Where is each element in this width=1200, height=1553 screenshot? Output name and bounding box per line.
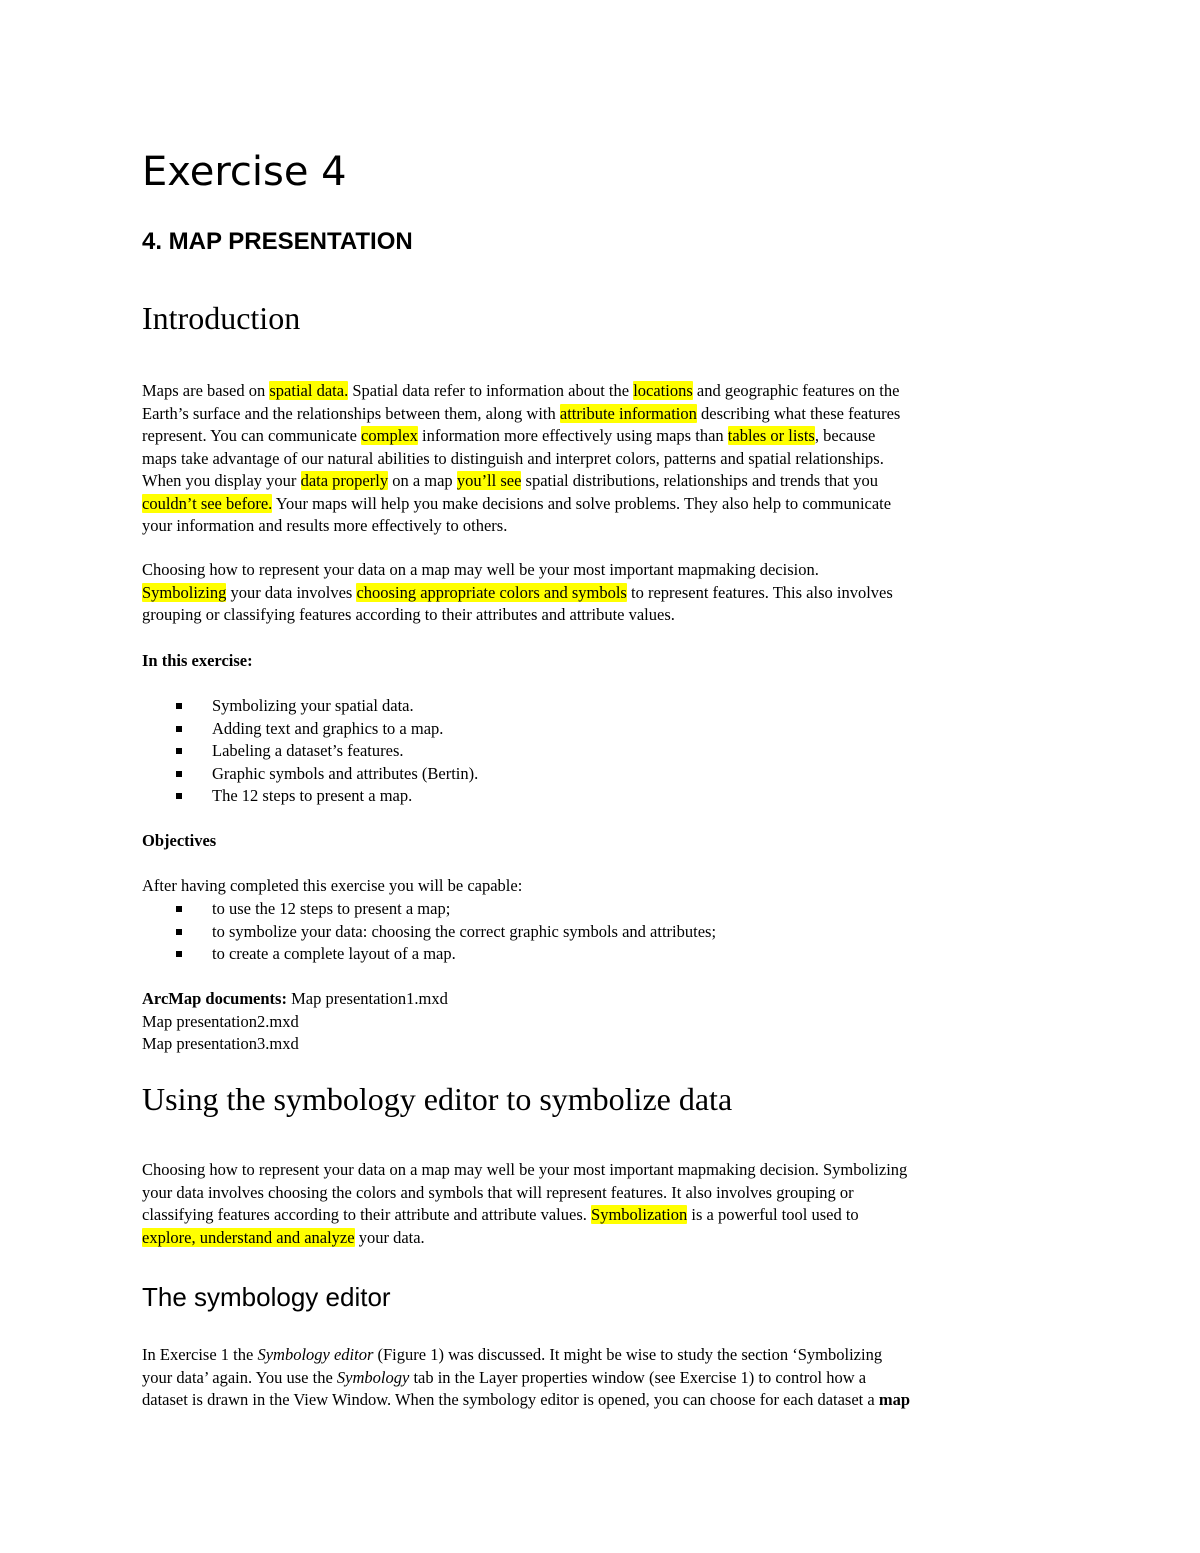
text-run: Earth’s surface and the relationships between them, along with — [142, 403, 560, 423]
text-run: spatial distributions, relationships and trends that you — [521, 471, 878, 490]
text-line — [142, 1204, 1062, 1227]
arcmap-document: Map presentation2.mxd — [142, 1011, 299, 1031]
text-run: , because — [814, 426, 876, 445]
symbology-paragraph-1 — [142, 1159, 1062, 1249]
text-run: information more effectively using maps than — [417, 426, 728, 445]
text-line — [142, 1159, 1062, 1182]
text-run: classifying features according to their attribute and attribute values. — [142, 1205, 592, 1224]
section-title: 4. MAP PRESENTATION — [142, 228, 413, 255]
list-item-text: Labeling a dataset’s features. — [212, 741, 404, 760]
intro-paragraph-2 — [142, 559, 1062, 627]
bullet-icon — [176, 793, 182, 799]
text-run: Choosing how to represent your data on a map may well be your most important mapmaking decision. — [142, 560, 819, 579]
arcmap-document: Map presentation1.mxd — [286, 989, 448, 1008]
list-item — [142, 763, 478, 786]
text-line — [142, 403, 1062, 426]
bullet-icon — [176, 703, 182, 709]
italic-text: Symbology editor — [257, 1345, 374, 1364]
text-line — [142, 1389, 1062, 1412]
document-title: Exercise 4 — [142, 149, 347, 195]
bullet-icon — [176, 771, 182, 777]
text-run: grouping or classifying features according to their attributes and attribute values. — [142, 605, 675, 624]
list-item-text: to create a complete layout of a map. — [212, 944, 456, 963]
introduction-heading: Introduction — [142, 300, 301, 336]
highlighted-text: complex — [361, 426, 418, 445]
list-item — [142, 695, 478, 718]
text-run: maps take advantage of our natural abilities to distinguish and interpret colors, patterns and spatial relationships. — [142, 448, 884, 468]
text-line — [142, 448, 1062, 471]
bold-text: map — [878, 1390, 910, 1409]
highlighted-text: data properly — [300, 471, 389, 490]
highlighted-text: tables or lists — [727, 426, 815, 445]
symbology-paragraph-2 — [142, 1344, 1062, 1412]
list-item-text: Graphic symbols and attributes (Bertin). — [212, 763, 479, 783]
text-line — [142, 1367, 1062, 1390]
highlighted-text: attribute information — [559, 403, 697, 423]
highlighted-text: couldn’t see before. — [142, 493, 273, 513]
text-run: your information and results more effectively to others. — [142, 516, 508, 535]
text-run: on a map — [388, 471, 457, 490]
text-run: and geographic features on the — [692, 381, 900, 400]
bullet-icon — [176, 906, 182, 912]
objectives-label: Objectives — [142, 831, 217, 850]
symbology-heading: Using the symbology editor to symbolize data — [142, 1081, 733, 1117]
objectives-intro: After having completed this exercise you will be capable: — [142, 876, 523, 895]
text-run: your data’ again. You use the — [142, 1367, 337, 1387]
in-this-exercise-label: In this exercise: — [142, 651, 253, 670]
text-run: Maps are based on — [142, 381, 270, 400]
list-item-text: The 12 steps to present a map. — [212, 786, 413, 805]
text-line — [142, 988, 1062, 1011]
text-line — [142, 582, 1062, 605]
text-line — [142, 425, 1062, 448]
text-run: your data. — [354, 1227, 425, 1247]
italic-text: Symbology — [336, 1367, 410, 1387]
highlighted-text: spatial data. — [269, 381, 349, 400]
text-run: (Figure 1) was discussed. It might be wise to study the section ‘Symbolizing — [373, 1345, 883, 1364]
highlighted-text: explore, understand and analyze — [142, 1227, 355, 1247]
list-item — [142, 898, 716, 921]
text-line — [142, 470, 1062, 493]
text-run: your data involves choosing the colors and symbols that will represent features. It also involves grouping or — [142, 1182, 854, 1202]
text-run: represent. You can communicate — [142, 426, 362, 445]
highlighted-text: choosing appropriate colors and symbols — [356, 582, 627, 602]
bullet-icon — [176, 748, 182, 754]
text-run: Choosing how to represent your data on a map may well be your most important mapmaking decision. Symbolizing — [142, 1160, 908, 1179]
bullet-icon — [176, 726, 182, 732]
text-line — [142, 380, 1062, 403]
text-run: tab in the Layer properties window (see Exercise 1) to control how a — [409, 1367, 867, 1387]
text-run: Spatial data refer to information about the — [348, 381, 634, 400]
text-run: your data involves — [226, 582, 357, 602]
list-item-text: Adding text and graphics to a map. — [212, 718, 444, 738]
arcmap-label: ArcMap documents: — [142, 989, 287, 1008]
text-line — [142, 493, 1062, 516]
exercise-list — [142, 695, 478, 808]
arcmap-documents — [142, 988, 1062, 1056]
intro-paragraph-1 — [142, 380, 1062, 538]
list-item-text: to symbolize your data: choosing the correct graphic symbols and attributes; — [212, 921, 717, 941]
list-item — [142, 943, 716, 966]
text-run: to represent features. This also involves — [626, 582, 893, 602]
arcmap-document: Map presentation3.mxd — [142, 1034, 299, 1053]
list-item — [142, 785, 478, 808]
text-line — [142, 604, 1062, 627]
highlighted-text: you’ll see — [456, 471, 522, 490]
text-line — [142, 1182, 1062, 1205]
list-item — [142, 740, 478, 763]
list-item — [142, 718, 478, 741]
highlighted-text: locations — [633, 381, 693, 400]
text-line — [142, 515, 1062, 538]
highlighted-text: Symbolization — [591, 1205, 688, 1224]
list-item-text: Symbolizing your spatial data. — [212, 696, 414, 715]
text-run: is a powerful tool used to — [687, 1205, 859, 1224]
text-run: describing what these features — [696, 403, 901, 423]
symbology-editor-heading: The symbology editor — [142, 1282, 391, 1312]
list-item — [142, 921, 716, 944]
text-run: When you display your — [142, 471, 301, 490]
text-run: dataset is drawn in the View Window. When the symbology editor is opened, you can choose for each dataset a — [142, 1390, 879, 1409]
text-line — [142, 1227, 1062, 1250]
bullet-icon — [176, 951, 182, 957]
objectives-list — [142, 898, 716, 966]
list-item-text: to use the 12 steps to present a map; — [212, 899, 451, 918]
text-line — [142, 1344, 1062, 1367]
text-run: In Exercise 1 the — [142, 1345, 258, 1364]
text-run: Your maps will help you make decisions and solve problems. They also help to communicate — [272, 493, 892, 513]
bullet-icon — [176, 929, 182, 935]
text-line — [142, 559, 1062, 582]
highlighted-text: Symbolizing — [142, 582, 227, 602]
